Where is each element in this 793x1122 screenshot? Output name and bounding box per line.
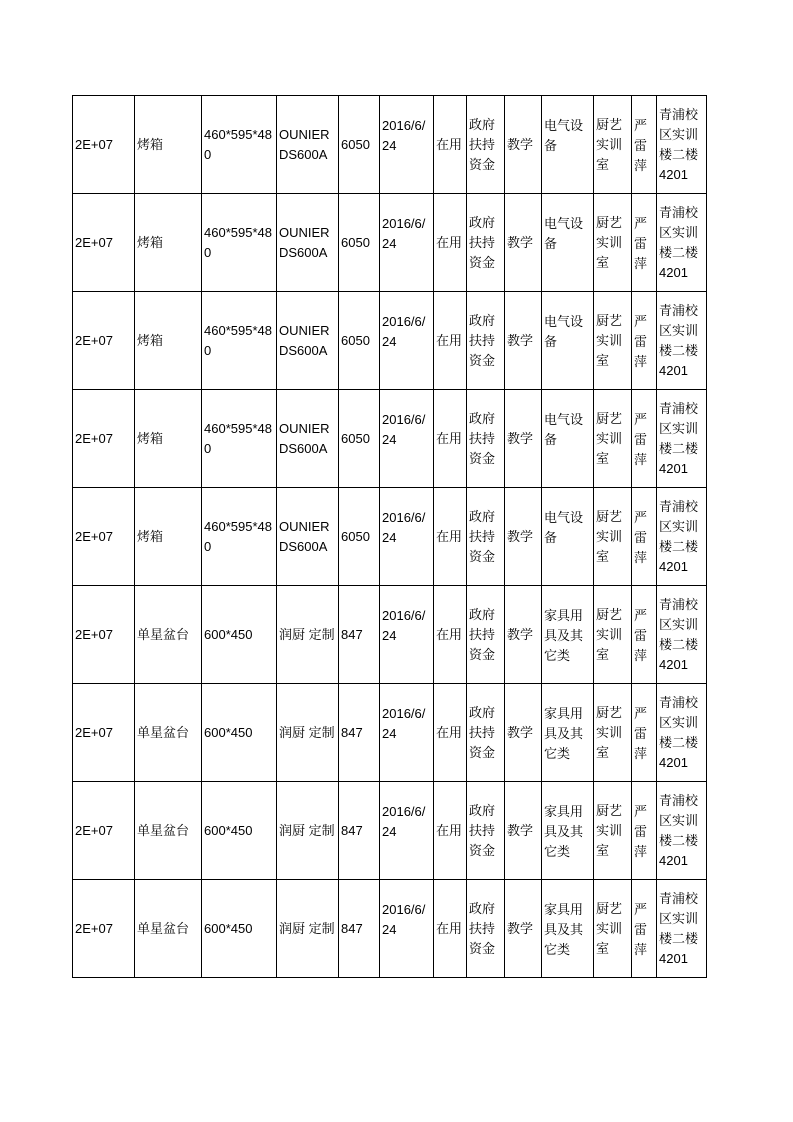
status-cell: 在用	[434, 194, 467, 292]
price-cell: 6050	[339, 390, 380, 488]
funding-source-cell: 政府扶持资金	[467, 96, 505, 194]
model-cell: OUNIER DS600A	[277, 292, 339, 390]
table-row	[73, 782, 707, 880]
table-row	[73, 292, 707, 390]
purchase-date-cell: 2016/6/24	[380, 96, 434, 194]
table-row	[73, 586, 707, 684]
model-cell: 润厨 定制	[277, 880, 339, 978]
price-cell: 6050	[339, 488, 380, 586]
model-cell: OUNIER DS600A	[277, 96, 339, 194]
purchase-date-cell: 2016/6/24	[380, 880, 434, 978]
spec-cell: 460*595*480	[202, 292, 277, 390]
asset-code-cell: 2E+07	[73, 292, 135, 390]
category-cell: 电气设备	[542, 96, 594, 194]
asset-code-cell: 2E+07	[73, 194, 135, 292]
funding-source-cell: 政府扶持资金	[467, 390, 505, 488]
price-cell: 6050	[339, 96, 380, 194]
usage-cell: 教学	[505, 194, 542, 292]
usage-cell: 教学	[505, 586, 542, 684]
item-name-cell: 烤箱	[135, 488, 202, 586]
location-room-cell: 厨艺实训室	[594, 880, 632, 978]
purchase-date-cell: 2016/6/24	[380, 782, 434, 880]
asset-table	[72, 95, 707, 978]
spec-cell: 460*595*480	[202, 488, 277, 586]
asset-code-cell: 2E+07	[73, 684, 135, 782]
table-row	[73, 96, 707, 194]
model-cell: OUNIER DS600A	[277, 194, 339, 292]
campus-location-cell: 青浦校区实训楼二楼4201	[657, 292, 707, 390]
item-name-cell: 烤箱	[135, 194, 202, 292]
spec-cell: 600*450	[202, 782, 277, 880]
table-row	[73, 194, 707, 292]
model-cell: 润厨 定制	[277, 782, 339, 880]
item-name-cell: 单星盆台	[135, 782, 202, 880]
spec-cell: 460*595*480	[202, 194, 277, 292]
asset-code-cell: 2E+07	[73, 880, 135, 978]
usage-cell: 教学	[505, 880, 542, 978]
location-room-cell: 厨艺实训室	[594, 96, 632, 194]
table-row	[73, 390, 707, 488]
funding-source-cell: 政府扶持资金	[467, 684, 505, 782]
location-room-cell: 厨艺实训室	[594, 390, 632, 488]
table-row	[73, 684, 707, 782]
spec-cell: 460*595*480	[202, 96, 277, 194]
funding-source-cell: 政府扶持资金	[467, 586, 505, 684]
status-cell: 在用	[434, 880, 467, 978]
usage-cell: 教学	[505, 488, 542, 586]
purchase-date-cell: 2016/6/24	[380, 292, 434, 390]
model-cell: OUNIER DS600A	[277, 488, 339, 586]
keeper-cell: 严雷萍	[632, 782, 657, 880]
location-room-cell: 厨艺实训室	[594, 292, 632, 390]
funding-source-cell: 政府扶持资金	[467, 292, 505, 390]
status-cell: 在用	[434, 586, 467, 684]
status-cell: 在用	[434, 782, 467, 880]
funding-source-cell: 政府扶持资金	[467, 880, 505, 978]
location-room-cell: 厨艺实训室	[594, 782, 632, 880]
campus-location-cell: 青浦校区实训楼二楼4201	[657, 96, 707, 194]
purchase-date-cell: 2016/6/24	[380, 194, 434, 292]
asset-code-cell: 2E+07	[73, 390, 135, 488]
spec-cell: 600*450	[202, 880, 277, 978]
keeper-cell: 严雷萍	[632, 586, 657, 684]
campus-location-cell: 青浦校区实训楼二楼4201	[657, 194, 707, 292]
price-cell: 847	[339, 880, 380, 978]
price-cell: 6050	[339, 292, 380, 390]
spec-cell: 600*450	[202, 684, 277, 782]
campus-location-cell: 青浦校区实训楼二楼4201	[657, 390, 707, 488]
asset-code-cell: 2E+07	[73, 586, 135, 684]
campus-location-cell: 青浦校区实训楼二楼4201	[657, 880, 707, 978]
asset-code-cell: 2E+07	[73, 96, 135, 194]
price-cell: 6050	[339, 194, 380, 292]
funding-source-cell: 政府扶持资金	[467, 782, 505, 880]
campus-location-cell: 青浦校区实训楼二楼4201	[657, 684, 707, 782]
asset-code-cell: 2E+07	[73, 488, 135, 586]
purchase-date-cell: 2016/6/24	[380, 586, 434, 684]
price-cell: 847	[339, 782, 380, 880]
status-cell: 在用	[434, 292, 467, 390]
campus-location-cell: 青浦校区实训楼二楼4201	[657, 782, 707, 880]
usage-cell: 教学	[505, 390, 542, 488]
location-room-cell: 厨艺实训室	[594, 684, 632, 782]
category-cell: 家具用具及其它类	[542, 586, 594, 684]
usage-cell: 教学	[505, 684, 542, 782]
status-cell: 在用	[434, 96, 467, 194]
campus-location-cell: 青浦校区实训楼二楼4201	[657, 586, 707, 684]
table-body	[73, 96, 707, 978]
keeper-cell: 严雷萍	[632, 390, 657, 488]
model-cell: 润厨 定制	[277, 586, 339, 684]
status-cell: 在用	[434, 488, 467, 586]
category-cell: 家具用具及其它类	[542, 684, 594, 782]
category-cell: 电气设备	[542, 194, 594, 292]
keeper-cell: 严雷萍	[632, 194, 657, 292]
category-cell: 家具用具及其它类	[542, 880, 594, 978]
item-name-cell: 烤箱	[135, 390, 202, 488]
item-name-cell: 烤箱	[135, 292, 202, 390]
keeper-cell: 严雷萍	[632, 488, 657, 586]
category-cell: 电气设备	[542, 390, 594, 488]
usage-cell: 教学	[505, 782, 542, 880]
funding-source-cell: 政府扶持资金	[467, 194, 505, 292]
keeper-cell: 严雷萍	[632, 292, 657, 390]
keeper-cell: 严雷萍	[632, 684, 657, 782]
purchase-date-cell: 2016/6/24	[380, 390, 434, 488]
price-cell: 847	[339, 586, 380, 684]
status-cell: 在用	[434, 390, 467, 488]
item-name-cell: 单星盆台	[135, 880, 202, 978]
spec-cell: 600*450	[202, 586, 277, 684]
item-name-cell: 单星盆台	[135, 586, 202, 684]
model-cell: OUNIER DS600A	[277, 390, 339, 488]
usage-cell: 教学	[505, 292, 542, 390]
category-cell: 电气设备	[542, 488, 594, 586]
purchase-date-cell: 2016/6/24	[380, 488, 434, 586]
location-room-cell: 厨艺实训室	[594, 194, 632, 292]
campus-location-cell: 青浦校区实训楼二楼4201	[657, 488, 707, 586]
price-cell: 847	[339, 684, 380, 782]
table-row	[73, 880, 707, 978]
asset-code-cell: 2E+07	[73, 782, 135, 880]
item-name-cell: 烤箱	[135, 96, 202, 194]
item-name-cell: 单星盆台	[135, 684, 202, 782]
model-cell: 润厨 定制	[277, 684, 339, 782]
category-cell: 家具用具及其它类	[542, 782, 594, 880]
usage-cell: 教学	[505, 96, 542, 194]
location-room-cell: 厨艺实训室	[594, 488, 632, 586]
category-cell: 电气设备	[542, 292, 594, 390]
spec-cell: 460*595*480	[202, 390, 277, 488]
purchase-date-cell: 2016/6/24	[380, 684, 434, 782]
funding-source-cell: 政府扶持资金	[467, 488, 505, 586]
keeper-cell: 严雷萍	[632, 880, 657, 978]
keeper-cell: 严雷萍	[632, 96, 657, 194]
status-cell: 在用	[434, 684, 467, 782]
location-room-cell: 厨艺实训室	[594, 586, 632, 684]
table-row	[73, 488, 707, 586]
